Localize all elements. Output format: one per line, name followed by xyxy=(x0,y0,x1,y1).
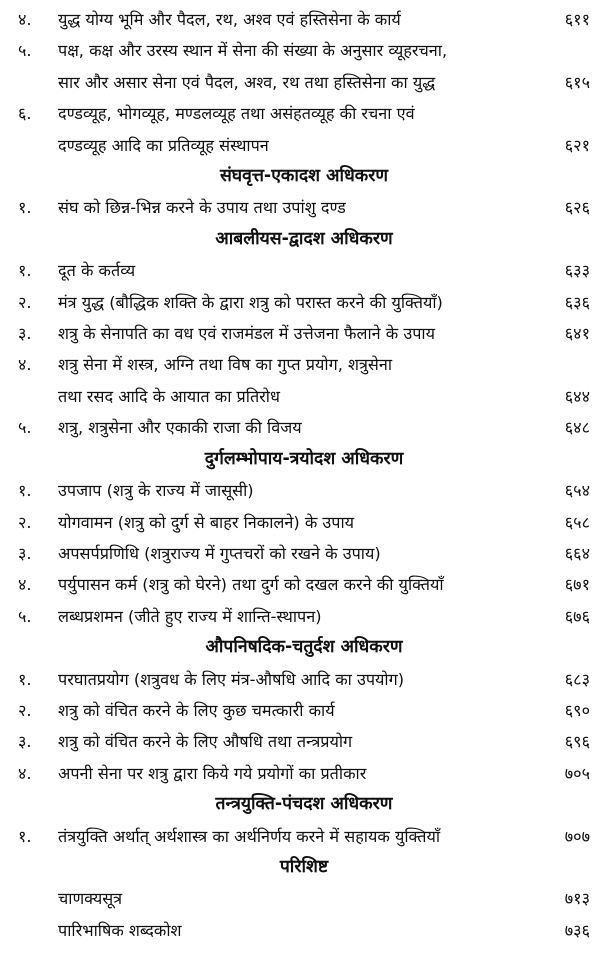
entry-title-line: पारिभाषिक शब्दकोश xyxy=(58,920,182,940)
entry-title xyxy=(58,98,546,161)
page-number: ६३३ xyxy=(564,261,590,281)
section-heading: तन्त्रयुक्ति-पंचदश अधिकरण xyxy=(215,794,393,815)
entry-number: २. xyxy=(18,512,32,532)
entry-title xyxy=(58,538,546,569)
entry-number: ५. xyxy=(18,418,32,438)
entry-title xyxy=(58,475,546,506)
toc-entry xyxy=(18,601,590,632)
page-number: ६३६ xyxy=(564,292,590,312)
entry-title xyxy=(58,192,546,223)
page-number: ६२६ xyxy=(564,198,590,218)
page-number: ६४४ xyxy=(564,386,590,406)
page-number: ६५४ xyxy=(564,481,590,501)
entry-number: ४. xyxy=(18,355,32,375)
entry-title-line: तंत्रयुक्ति अर्थात् अर्थशास्त्र का अर्थनिर्णय करने में सहायक युक्तियाँ xyxy=(58,826,441,846)
section-heading: संघवृत्त-एकादश अधिकरण xyxy=(219,166,389,187)
toc-entry xyxy=(18,192,590,223)
entry-title-line: शत्रु के सेनापति का वध एवं राजमंडल में उत्तेजना फैलाने के उपाय xyxy=(58,324,436,344)
entry-number: ५. xyxy=(18,606,32,626)
entry-number: ३. xyxy=(18,324,32,344)
toc-entry xyxy=(18,569,590,600)
page-number: ६४१ xyxy=(564,324,590,344)
entry-title-line: शत्रु को वंचित करने के लिए औषधि तथा तन्त्रप्रयोग xyxy=(58,732,353,752)
toc-entry xyxy=(18,4,590,35)
section-heading: दुर्गलम्भोपाय-त्रयोदश अधिकरण xyxy=(204,448,404,469)
toc-entry xyxy=(18,318,590,349)
toc-entry xyxy=(18,883,590,914)
entry-title-line: दण्डव्यूह आदि का प्रतिव्यूह संस्थापन xyxy=(58,135,269,155)
entry-title xyxy=(58,601,546,632)
toc-entry xyxy=(18,412,590,443)
page-number: ६९६ xyxy=(564,732,590,752)
entry-title-line: युद्ध योग्य भूमि और पैदल, रथ, अश्व एवं हस्तिसेना के कार्य xyxy=(58,10,401,29)
entry-number: १. xyxy=(18,261,32,281)
entry-title-line: मंत्र युद्ध (बौद्धिक शक्ति के द्वारा शत्रु को परास्त करने की युक्तियाँ) xyxy=(58,292,443,312)
page-number: ६५८ xyxy=(564,512,590,532)
toc-entry xyxy=(18,255,590,286)
entry-title xyxy=(58,412,546,443)
page-number: ७१३ xyxy=(564,889,590,909)
page-number: ६१५ xyxy=(564,72,590,92)
page-number: ६४८ xyxy=(564,418,590,438)
entry-title-line: चाणक्यसूत्र xyxy=(58,889,123,909)
entry-number: २. xyxy=(18,292,32,312)
entry-title xyxy=(58,287,546,318)
toc-entry xyxy=(18,538,590,569)
toc-entry xyxy=(18,726,590,757)
entry-number: ६. xyxy=(18,104,32,124)
entry-title-line: उपजाप (शत्रु के राज्य में जासूसी) xyxy=(58,481,254,501)
entry-number: १. xyxy=(18,198,32,218)
entry-number: ३. xyxy=(18,732,32,752)
entry-number: ४. xyxy=(18,10,32,29)
entry-title-line: शत्रु सेना में शस्त्र, अग्नि तथा विष का गुप्त प्रयोग, शत्रुसेना xyxy=(58,355,393,375)
page-number: ६११ xyxy=(564,10,590,29)
toc-entry xyxy=(18,821,590,852)
page-number: ७०५ xyxy=(564,763,590,783)
page-number: ७३६ xyxy=(564,920,590,940)
toc-entry xyxy=(18,287,590,318)
entry-title-line: दूत के कर्तव्य xyxy=(58,261,136,281)
entry-number: ४. xyxy=(18,575,32,595)
entry-title-line: दण्डव्यूह, भोगव्यूह, मण्डलव्यूह तथा असंहतव्यूह की रचना एवं xyxy=(58,104,415,124)
entry-title xyxy=(58,35,546,98)
entry-title-line: योगवामन (शत्रु को दुर्ग से बाहर निकालने) के उपाय xyxy=(58,512,355,532)
entry-number: ३. xyxy=(18,543,32,563)
entry-number: २. xyxy=(18,700,32,720)
page-number: ६६४ xyxy=(564,543,590,563)
entry-title-line: पक्ष, कक्ष और उरस्य स्थान में सेना की संख्या के अनुसार व्यूहरचना, xyxy=(58,41,448,61)
entry-number: १. xyxy=(18,669,32,689)
entry-title xyxy=(18,915,546,946)
entry-title xyxy=(58,758,546,789)
page-number: ६२१ xyxy=(564,135,590,155)
entry-title-line: संघ को छिन्न-भिन्न करने के उपाय तथा उपांशु दण्ड xyxy=(58,198,346,218)
entry-title-line: अपनी सेना पर शत्रु द्वारा किये गये प्रयोगों का प्रतीकार xyxy=(58,763,367,783)
page-number: ६७६ xyxy=(564,606,590,626)
entry-title-line: परघातप्रयोग (शत्रुवध के लिए मंत्र-औषधि आदि का उपयोग) xyxy=(58,669,405,689)
entry-title xyxy=(58,664,546,695)
toc-entry xyxy=(18,349,590,412)
toc-entry xyxy=(18,695,590,726)
entry-title xyxy=(58,821,546,852)
entry-title-line: अपसर्पप्रणिधि (शत्रुराज्य में गुप्तचरों को रखने के उपाय) xyxy=(58,543,381,563)
toc-entry xyxy=(18,915,590,946)
toc-entry xyxy=(18,664,590,695)
entry-title-line: लब्धप्रशमन (जीते हुए राज्य में शान्ति-स्थापन) xyxy=(58,606,322,626)
entry-title-line: शत्रु को वंचित करने के लिए कुछ चमत्कारी कार्य xyxy=(58,700,335,720)
entry-number: १. xyxy=(18,826,32,846)
toc-entry xyxy=(18,475,590,506)
toc-entry xyxy=(18,98,590,161)
entry-title-line: शत्रु, शत्रुसेना और एकाकी राजा की विजय xyxy=(58,418,302,438)
entry-title-line: तथा रसद आदि के आयात का प्रतिरोध xyxy=(58,386,280,406)
entry-number: ५. xyxy=(18,41,32,61)
entry-title xyxy=(58,349,546,412)
page-number: ६९० xyxy=(564,700,590,720)
entry-title-line: पर्युपासन कर्म (शत्रु को घेरने) तथा दुर्ग को दखल करने की युक्तियाँ xyxy=(58,575,444,595)
entry-title xyxy=(58,255,546,286)
entry-number: ४. xyxy=(18,763,32,783)
entry-number: १. xyxy=(18,481,32,501)
entry-title xyxy=(58,4,546,35)
toc-entry xyxy=(18,507,590,538)
entry-title xyxy=(58,318,546,349)
page-number: ६८३ xyxy=(564,669,590,689)
entry-title xyxy=(58,569,546,600)
entry-title xyxy=(58,726,546,757)
page-number: ७०७ xyxy=(564,826,590,846)
toc-entry xyxy=(18,35,590,98)
section-heading: परिशिष्ट xyxy=(279,856,329,877)
page-number: ६७१ xyxy=(564,575,590,595)
section-heading: आबलीयस-द्वादश अधिकरण xyxy=(215,228,393,249)
section-heading: औपनिषदिक-चतुर्दश अधिकरण xyxy=(205,637,403,658)
entry-title xyxy=(18,883,546,914)
entry-title xyxy=(58,507,546,538)
entry-title-line: सार और असार सेना एवं पैदल, अश्व, रथ तथा हस्तिसेना का युद्ध xyxy=(58,72,436,92)
entry-title xyxy=(58,695,546,726)
toc-entry xyxy=(18,758,590,789)
